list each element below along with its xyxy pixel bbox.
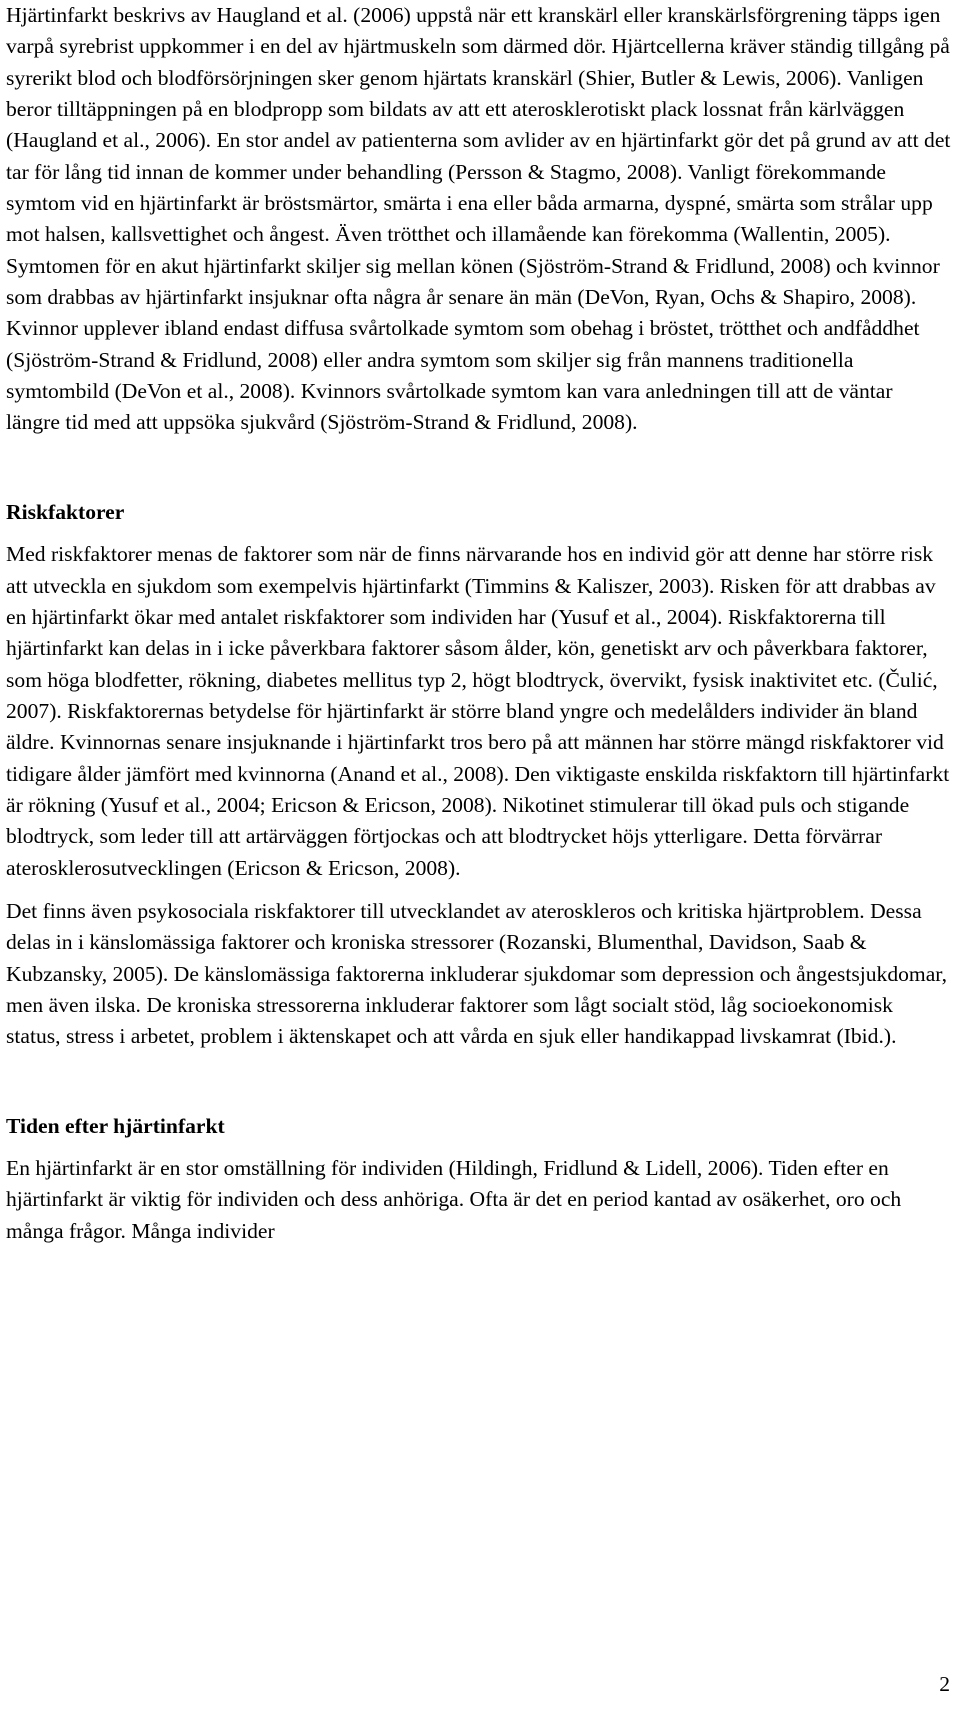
paragraph-spacer — [6, 884, 951, 896]
riskfaktorer-paragraph-1: Med riskfaktorer menas de faktorer som när de finns närvarande hos en individ gör att denne har större risk att utveckla en sjukdom som exempelvis hjärtinfarkt (Timmins & Kaliszer, 2003). Risken för att drabbas av en hjärtinfarkt ökar med antalet riskfaktorer som individen har (Yusuf et al., 2004). Riskfaktorerna till hjärtinfarkt kan delas in i icke påverkbara faktorer såsom ålder, kön, genetiskt arv och påverkbara faktorer, som höga blodfetter, rökning, diabetes mellitus typ 2, högt blodtryck, övervikt, fysisk inaktivitet etc. (Čulić, 2007). Riskfaktorernas betydelse för hjärtinfarkt är större bland yngre och medelålders individer än bland äldre. Kvinnornas senare insjuknande i hjärtinfarkt tros bero på att männen har större mängd riskfaktorer vid tidigare ålder jämfört med kvinnorna (Anand et al., 2008). Den viktigaste enskilda riskfaktorn till hjärtinfarkt är rökning (Yusuf et al., 2004; Ericson & Ericson, 2008). Nikotinet stimulerar till ökad puls och stigande blodtryck, som leder till att artärväggen förtjockas och att blodtrycket höjs ytterligare. Detta förvärrar aterosklerosutvecklingen (Ericson & Ericson, 2008). — [6, 542, 950, 880]
intro-paragraph: Hjärtinfarkt beskrivs av Haugland et al. (2006) uppstå när ett kranskärl eller kranskärlsförgrening täpps igen varpå syrebrist uppkommer i en del av hjärtmuskeln som därmed dör. Hjärtcellerna kräver ständig tillgång på syrerikt blod och blodförsörjningen sker genom hjärtats kranskärl (Shier, Butler & Lewis, 2006). Vanligen beror tilltäppningen på en blodpropp som bildats av att ett aterosklerotiskt plack lossnat från kärlväggen (Haugland et al., 2006). En stor andel av patienterna som avlider av en hjärtinfarkt gör det på grund av att det tar för lång tid innan de kommer under behandling (Persson & Stagmo, 2008). Vanligt förekommande symtom vid en hjärtinfarkt är bröstsmärtor, smärta i ena eller båda armarna, dyspné, smärta som strålar upp mot halsen, kallsvettighet och ångest. Även trötthet och illamående kan förekomma (Wallentin, 2005). Symtomen för en akut hjärtinfarkt skiljer sig mellan könen (Sjöström-Strand & Fridlund, 2008) och kvinnor som drabbas av hjärtinfarkt insjuknar ofta några år senare än män (DeVon, Ryan, Ochs & Shapiro, 2008). Kvinnor upplever ibland endast diffusa svårtolkade symtom som obehag i bröstet, trötthet och andfåddhet (Sjöström-Strand & Fridlund, 2008) eller andra symtom som skiljer sig från mannens traditionella symtombild (DeVon et al., 2008). Kvinnors svårtolkade symtom kan vara anledningen till att de väntar längre tid med att uppsöka sjukvård (Sjöström-Strand & Fridlund, 2008). — [6, 3, 951, 435]
heading-spacer — [6, 528, 951, 539]
riskfaktorer-paragraph-2: Det finns även psykosociala riskfaktorer till utvecklandet av ateroskleros och kritiska hjärtproblem. Dessa delas in i känslomässiga faktorer och kroniska stressorer (Rozanski, Blumenthal, Davidson, Saab & Kubzansky, 2005). De känslomässiga faktorerna inkluderar sjukdomar som depression och ångestsjukdomar, men även ilska. De kroniska stressorerna inkluderar faktorer som lågt socialt stöd, låg socioekonomisk status, stress i arbetet, problem i äktenskapet och att vårda en sjuk eller handikappad livskamrat (Ibid.). — [6, 898, 948, 1049]
heading-spacer — [6, 1142, 951, 1153]
section-spacer — [6, 1053, 951, 1111]
heading-riskfaktorer: Riskfaktorer — [6, 499, 125, 524]
section-spacer — [6, 439, 951, 497]
document-page — [6, 0, 951, 1247]
tiden-paragraph-1: En hjärtinfarkt är en stor omställning för individen (Hildingh, Fridlund & Lidell, 2006). Tiden efter en hjärtinfarkt är viktig för individen och dess anhöriga. Ofta är det en period kantad av osäkerhet, oro och många frågor. Många individer — [6, 1156, 902, 1243]
page-number: 2 — [939, 1672, 950, 1696]
heading-tiden-efter-hjartinfarkt: Tiden efter hjärtinfarkt — [6, 1113, 225, 1138]
